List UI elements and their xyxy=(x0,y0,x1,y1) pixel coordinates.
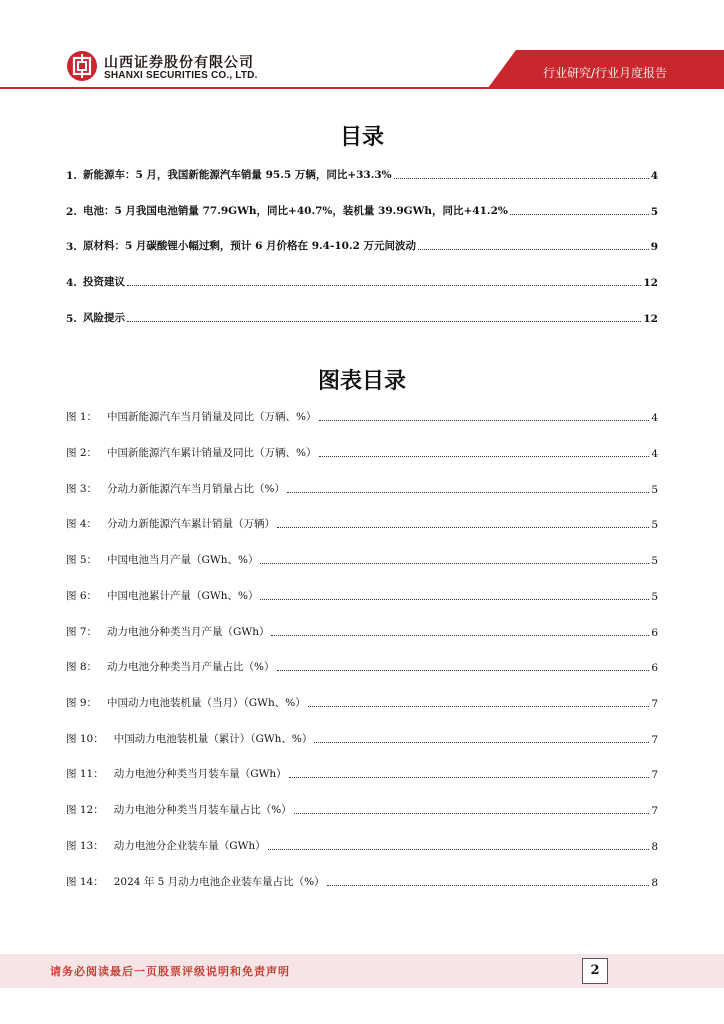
figure-page: 6 xyxy=(651,627,658,639)
leader-dots xyxy=(314,741,649,743)
figure-page: 7 xyxy=(651,805,658,817)
leader-dots xyxy=(294,812,650,814)
figure-label: 图 2： xyxy=(66,447,98,459)
figure-title: 动力电池分种类当月产量占比（%） xyxy=(107,661,275,673)
leader-dots xyxy=(268,848,650,850)
figure-item[interactable] xyxy=(66,694,658,710)
figure-title: 动力电池分种类当月装车量占比（%） xyxy=(113,804,292,816)
figure-item[interactable] xyxy=(66,587,658,603)
figure-title: 动力电池分企业装车量（GWh） xyxy=(113,840,266,852)
toc-item-page: 12 xyxy=(643,313,658,325)
figure-label: 图 6： xyxy=(66,590,98,602)
figure-label: 图 5： xyxy=(66,554,98,566)
figure-page: 8 xyxy=(651,877,658,889)
figure-page: 7 xyxy=(651,698,658,710)
leader-dots xyxy=(319,419,650,421)
figure-label: 图 11： xyxy=(66,768,104,780)
figure-title: 中国电池当月产量（GWh、%） xyxy=(107,554,259,566)
toc-item[interactable] xyxy=(66,166,658,182)
figure-page: 4 xyxy=(651,448,658,460)
figure-title: 中国新能源汽车当月销量及同比（万辆、%） xyxy=(107,411,317,423)
toc-item-title: 风险提示 xyxy=(82,312,125,324)
figure-title: 动力电池分种类当月产量（GWh） xyxy=(107,626,270,638)
toc-item-page: 4 xyxy=(650,170,658,182)
toc-item-number: 5. xyxy=(66,313,77,325)
figure-item[interactable] xyxy=(66,480,658,496)
toc-item-number: 3. xyxy=(66,241,77,253)
figure-item[interactable] xyxy=(66,730,658,746)
leader-dots xyxy=(394,177,649,179)
toc-item[interactable] xyxy=(66,202,658,218)
figure-item[interactable] xyxy=(66,623,658,639)
figure-label: 图 14： xyxy=(66,876,104,888)
figure-title: 中国动力电池装机量（累计）（GWh、%） xyxy=(113,733,313,745)
figure-label: 图 8： xyxy=(66,661,98,673)
toc-item-number: 1. xyxy=(66,170,77,182)
figure-title: 中国动力电池装机量（当月）（GWh、%） xyxy=(107,697,306,709)
footer-disclaimer: 请务必阅读最后一页股票评级说明和免责声明 xyxy=(50,965,290,978)
figure-page: 5 xyxy=(651,555,658,567)
leader-dots xyxy=(308,705,650,707)
leader-dots xyxy=(260,598,649,600)
page-number: 2 xyxy=(582,958,608,984)
figure-title: 中国电池累计产量（GWh、%） xyxy=(107,590,259,602)
leader-dots xyxy=(127,284,641,286)
figure-item[interactable] xyxy=(66,873,658,889)
company-name-cn: 山西证券股份有限公司 xyxy=(104,55,254,71)
figure-label: 图 3： xyxy=(66,483,98,495)
toc-item-title: 电池：5 月我国电池销量 77.9GWh，同比+40.7%，装机量 39.9GWh，同比+41.2% xyxy=(82,205,508,217)
figure-item[interactable] xyxy=(66,515,658,531)
figure-page: 6 xyxy=(651,662,658,674)
figures-heading: 图表目录 xyxy=(317,369,406,394)
toc-item-title: 新能源车：5 月，我国新能源汽车销量 95.5 万辆，同比+33.3% xyxy=(82,169,392,181)
page-header xyxy=(0,0,724,96)
figure-item[interactable] xyxy=(66,837,658,853)
figure-title: 2024 年 5 月动力电池企业装车量占比（%） xyxy=(113,876,325,888)
report-type: 行业研究/行业月度报告 xyxy=(542,66,668,80)
figure-title: 动力电池分种类当月装车量（GWh） xyxy=(113,768,287,780)
toc-item-page: 12 xyxy=(643,277,658,289)
figure-page: 7 xyxy=(651,734,658,746)
figure-label: 图 10： xyxy=(66,733,104,745)
figure-title: 中国新能源汽车累计销量及同比（万辆、%） xyxy=(107,447,317,459)
figure-label: 图 1： xyxy=(66,411,98,423)
leader-dots xyxy=(260,562,649,564)
figure-label: 图 7： xyxy=(66,626,98,638)
figure-page: 7 xyxy=(651,769,658,781)
figure-item[interactable] xyxy=(66,408,658,424)
toc-item[interactable] xyxy=(66,237,658,253)
figure-page: 5 xyxy=(651,484,658,496)
figure-item[interactable] xyxy=(66,658,658,674)
figure-title: 分动力新能源汽车累计销量（万辆） xyxy=(107,518,276,530)
figure-title: 分动力新能源汽车当月销量占比（%） xyxy=(107,483,286,495)
figure-page: 5 xyxy=(651,519,658,531)
leader-dots xyxy=(510,213,649,215)
figure-label: 图 12： xyxy=(66,804,104,816)
leader-dots xyxy=(277,526,649,528)
leader-dots xyxy=(127,320,641,322)
header-band xyxy=(0,0,724,96)
leader-dots xyxy=(289,776,650,778)
toc-item-number: 4. xyxy=(66,277,77,289)
leader-dots xyxy=(319,455,650,457)
toc-heading: 目录 xyxy=(339,125,384,150)
toc-item-page: 5 xyxy=(650,206,658,218)
leader-dots xyxy=(277,669,650,671)
toc-item[interactable] xyxy=(66,273,658,289)
company-logo-icon xyxy=(66,50,98,82)
toc-item-title: 投资建议 xyxy=(82,276,125,288)
leader-dots xyxy=(418,248,649,250)
figure-page: 4 xyxy=(651,412,658,424)
figure-item[interactable] xyxy=(66,801,658,817)
figure-label: 图 13： xyxy=(66,840,104,852)
figure-label: 图 9： xyxy=(66,697,98,709)
toc-item-title: 原材料：5 月碳酸锂小幅过剩，预计 6 月价格在 9.4-10.2 万元间波动 xyxy=(82,240,417,252)
figure-page: 5 xyxy=(651,591,658,603)
figure-item[interactable] xyxy=(66,551,658,567)
figure-item[interactable] xyxy=(66,444,658,460)
toc-item[interactable] xyxy=(66,309,658,325)
leader-dots xyxy=(327,884,650,886)
toc-item-number: 2. xyxy=(66,206,77,218)
company-name-en: SHANXI SECURITIES CO., LTD. xyxy=(104,70,258,81)
figure-page: 8 xyxy=(651,841,658,853)
leader-dots xyxy=(271,634,649,636)
toc-item-page: 9 xyxy=(650,241,658,253)
leader-dots xyxy=(287,491,649,493)
figure-item[interactable] xyxy=(66,765,658,781)
figure-label: 图 4： xyxy=(66,518,98,530)
